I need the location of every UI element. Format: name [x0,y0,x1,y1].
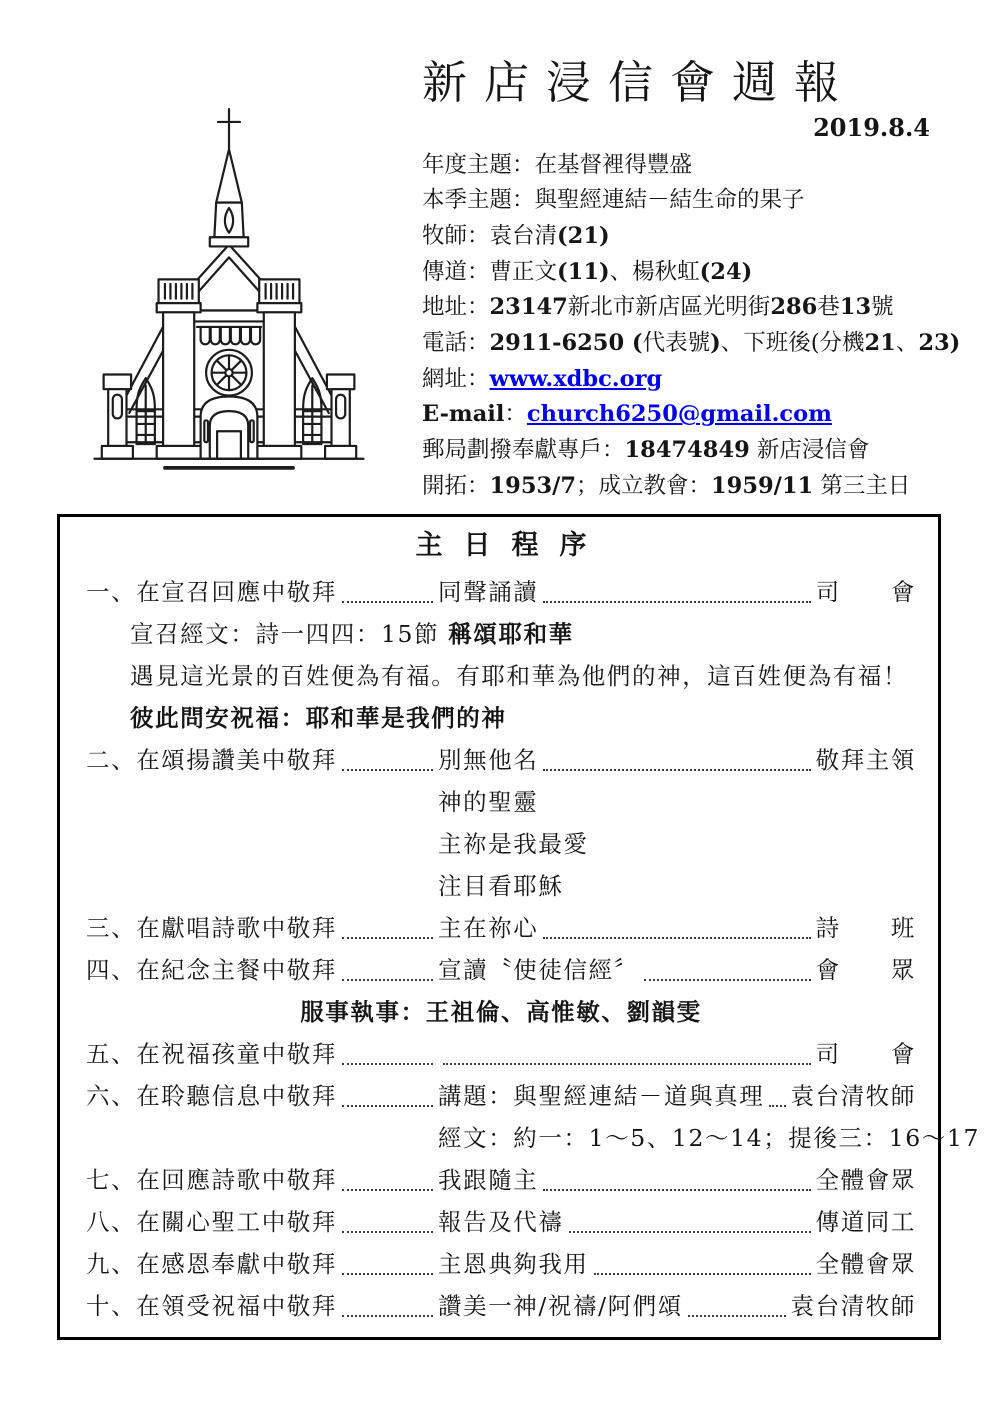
text-segment: 、 [895,330,919,357]
text-segment: 21 [864,330,896,357]
program-assignee: 全體會眾 [815,1166,916,1194]
masthead-info-line [422,219,942,255]
text-segment: 彼此問安祝福：耶和華是我們的神 [130,704,507,732]
service-order-title: 主日程序 [415,530,608,561]
masthead-info-line [422,362,942,398]
text-segment: 報告及代禱 [438,1208,564,1236]
text-segment: 我跟隨主 [438,1166,539,1194]
masthead-info-line [422,326,961,362]
text-segment: 網址： [422,365,490,392]
dot-leader [543,1189,810,1191]
program-song-title [438,739,538,781]
text-segment: 1953/7 [489,472,577,499]
program-song-title [438,1075,764,1117]
program-item-label: 八、在關心聖工中敬拜 [86,1208,337,1236]
program-row-leader [86,1075,916,1117]
text-segment: 1959/11 [711,472,814,499]
text-segment: 18474849 [624,437,750,464]
program-item-label: 二、在頌揚讚美中敬拜 [86,746,337,774]
program-assignee: 會 眾 [815,956,916,984]
text-segment: 第三主日 [813,472,911,499]
program-song-title [438,571,538,613]
program-row-leader [86,1285,916,1327]
program-assignee: 司 會 [815,1040,916,1068]
text-segment: 地址： [422,294,490,321]
program-item-label: 四、在紀念主餐中敬拜 [86,956,337,984]
program-row-sub [86,613,916,655]
church-line-drawing-icon [78,96,380,492]
text-segment: 電話： [422,330,490,357]
program-row-songcol [86,865,916,907]
text-segment: 新店浸信會 [749,437,870,464]
dot-leader [543,601,810,603]
program-row-songcol [86,781,916,823]
bulletin-date: 2019.8.4 [813,112,930,142]
masthead-info-line [422,397,942,433]
text-segment: 年度主題：在基督裡得豐盛 [422,151,693,178]
text-segment: (21) [557,222,610,249]
program-song-title [438,1159,538,1201]
text-segment: 講題：與聖經連結－道與真理 [438,1082,765,1110]
text-segment: 別無他名 [438,746,539,774]
text-segment: 286 [770,294,818,321]
dot-leader [594,1273,811,1275]
text-segment: ： [504,401,527,428]
dot-leader [342,1063,433,1065]
program-row-sub [86,697,916,739]
text-segment: 讚美一神/祝禱/阿們頌 [438,1292,683,1320]
dot-leader [769,1105,785,1107]
text-segment: 、楊秋虹 [609,258,700,285]
text-segment: 代表號 [642,330,711,357]
program-row-leader [86,1201,916,1243]
service-order-box [57,514,981,1340]
text-segment: 同聲誦讀 [438,578,539,606]
text-segment: 主恩典夠我用 [438,1250,589,1278]
dot-leader [342,1105,433,1107]
text-segment: 服事執事：王祖倫、高惟敏、劉韻雯 [300,998,702,1026]
program-item-label: 九、在感恩奉獻中敬拜 [86,1250,337,1278]
program-item-label: 十、在領受祝福中敬拜 [86,1292,337,1320]
text-segment: 開拓： [422,472,490,499]
text-segment: 郵局劃撥奉獻專戶： [422,437,625,464]
dot-leader [688,1315,786,1317]
church-info-list [422,148,961,505]
dot-leader [342,769,433,771]
dot-leader [342,1315,433,1317]
program-row-leader [86,907,916,949]
text-segment: (24) [699,258,753,285]
program-assignee: 詩 班 [815,914,916,942]
bulletin-title: 新店浸信會週報 [422,56,857,109]
masthead-info-line [422,183,942,219]
dot-leader [342,601,433,603]
text-segment: 宣召經文：詩一四四：15節 [130,620,449,648]
program-item-label: 三、在獻唱詩歌中敬拜 [86,914,337,942]
text-segment: 注目看耶穌 [438,872,564,900]
masthead-info-line [422,433,942,469]
text-segment: E-mail [422,401,505,428]
text-segment: 主祢是我最愛 [438,830,589,858]
dot-leader [543,769,810,771]
text-segment: 經文：約一：1～5、12～14；提後三：16～17 [438,1124,981,1152]
text-segment: 牧師：袁台清 [422,222,558,249]
dot-leader [569,1231,811,1233]
dot-leader [543,937,810,939]
dot-leader [644,979,811,981]
dot-leader [342,937,433,939]
program-item-label: 一、在宣召回應中敬拜 [86,578,337,606]
masthead [422,54,961,505]
program-row-sub [86,655,916,697]
text-segment: 宣讀〝使徒信經〞 [438,956,639,984]
text-segment: 13 [839,294,872,321]
program-song-title [438,1285,683,1327]
program-assignee: 敬拜主領 [815,746,916,774]
program-row-leader [86,739,916,781]
program-song-title [438,907,538,949]
program-item-label: 七、在回應詩歌中敬拜 [86,1166,337,1194]
hyperlink[interactable]: www.xdbc.org [489,365,663,392]
dot-leader [342,1231,433,1233]
masthead-info-line [422,290,942,326]
text-segment: ；成立教會： [576,472,712,499]
program-song-title [438,1243,589,1285]
program-row-songcol [86,823,916,865]
masthead-info-line [422,255,942,291]
program-item-label: 五、在祝福孩童中敬拜 [86,1040,337,1068]
text-segment: 新北市新店區光明街 [567,294,771,321]
text-segment: 傳道：曹正文 [422,258,558,285]
text-segment: 2911-6250 ( [489,330,643,357]
text-segment: 本季主題：與聖經連結－結生命的果子 [422,187,805,214]
program-song-title [438,949,639,991]
hyperlink[interactable]: church6250@gmail.com [526,401,832,428]
program-item-label: 六、在聆聽信息中敬拜 [86,1082,337,1110]
program-row-center [86,991,916,1033]
program-assignee: 袁台清牧師 [790,1082,916,1110]
program-row-leader [86,1033,916,1075]
program-row-leader [86,1243,916,1285]
program-assignee: 全體會眾 [815,1250,916,1278]
dot-leader [443,1063,811,1065]
program-row-songcol [86,1117,981,1159]
program-assignee: 司 會 [815,578,916,606]
dot-leader [342,979,433,981]
text-segment: (11) [557,258,610,285]
text-segment: 號 [871,294,894,321]
text-segment: ) [710,330,721,357]
text-segment: 、下班後(分機 [720,330,865,357]
dot-leader [342,1189,433,1191]
program-row-leader [86,571,916,613]
text-segment: 遇見這光景的百姓便為有福。有耶和華為他們的神，這百姓便為有福！ [130,662,909,690]
text-segment: 神的聖靈 [438,788,539,816]
text-segment: 巷 [817,294,840,321]
text-segment: 主在祢心 [438,914,539,942]
service-order-rows [86,571,981,1327]
text-segment: 23147 [489,294,568,321]
program-row-leader [86,1159,916,1201]
program-song-title [438,1201,564,1243]
text-segment: 稱頌耶和華 [448,620,574,648]
program-row-leader [86,949,916,991]
text-segment: 23) [918,330,961,357]
dot-leader [342,1273,433,1275]
program-assignee: 袁台清牧師 [790,1292,916,1320]
masthead-info-line [422,469,942,505]
program-assignee: 傳道同工 [815,1208,916,1236]
masthead-info-line [422,148,942,184]
